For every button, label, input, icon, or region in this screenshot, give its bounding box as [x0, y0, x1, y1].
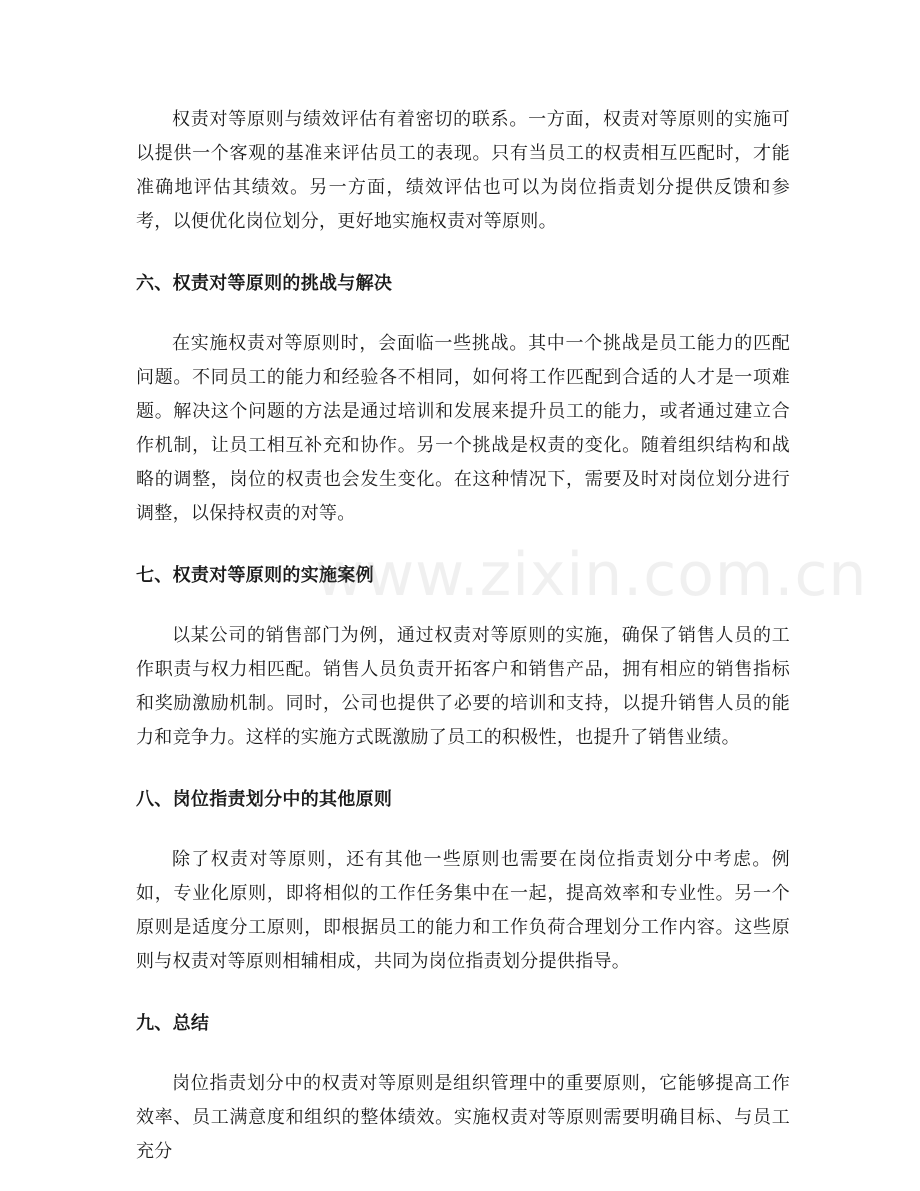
spacer: [136, 1041, 790, 1067]
section-heading-8: 八、岗位指责划分中的其他原则: [136, 789, 393, 810]
section-heading-7: 七、权责对等原则的实施案例: [136, 565, 374, 586]
spacer: [136, 531, 790, 559]
paragraph-challenges: 在实施权责对等原则时，会面临一些挑战。其中一个挑战是员工能力的匹配问题。不同员工的能力和经验各不相同，如何将工作匹配到合适的人才是一项难题。解决这个问题的方法是通过培训和发展来提升员工的能力，或者通过建立合作机制，让员工相互补充和协作。另一个挑战是权责的变化。随着组织结构和战略的调整，岗位的权责也会发生变化。在这种情况下，需要及时对岗位划分进行调整，以保持权责的对等。: [136, 333, 790, 524]
paragraph-performance-evaluation: 权责对等原则与绩效评估有着密切的联系。一方面，权责对等原则的实施可以提供一个客观的基准来评估员工的表现。只有当员工的权责相互匹配时，才能准确地评估其绩效。另一方面，绩效评估也可以为岗位指责划分提供反馈和参考，以便优化岗位划分，更好地实施权责对等原则。: [136, 109, 790, 232]
paragraph-other-principles: 除了权责对等原则，还有其他一些原则也需要在岗位指责划分中考虑。例如，专业化原则，即将相似的工作任务集中在一起，提高效率和专业性。另一个原则是适度分工原则，即根据员工的能力和工作负荷合理划分工作内容。这些原则与权责对等原则相辅相成，共同为岗位指责划分提供指导。: [136, 849, 790, 972]
section-heading-6: 六、权责对等原则的挑战与解决: [136, 273, 393, 294]
watermark: www.zixin.com.cn: [315, 540, 868, 610]
spacer: [136, 301, 790, 327]
paragraph-case-study: 以某公司的销售部门为例，通过权责对等原则的实施，确保了销售人员的工作职责与权力相匹配。销售人员负责开拓客户和销售产品，拥有相应的销售指标和奖励激励机制。同时，公司也提供了必要的培训和支持，以提升销售人员的能力和竞争力。这样的实施方式既激励了员工的积极性，也提升了销售业绩。: [136, 625, 790, 748]
spacer: [136, 593, 790, 619]
spacer: [136, 755, 790, 783]
section-heading-9: 九、总结: [136, 1013, 210, 1034]
spacer: [136, 239, 790, 267]
spacer: [136, 817, 790, 843]
paragraph-summary: 岗位指责划分中的权责对等原则是组织管理中的重要原则，它能够提高工作效率、员工满意度和组织的整体绩效。实施权责对等原则需要明确目标、与员工充分: [136, 1073, 790, 1162]
spacer: [136, 979, 790, 1007]
